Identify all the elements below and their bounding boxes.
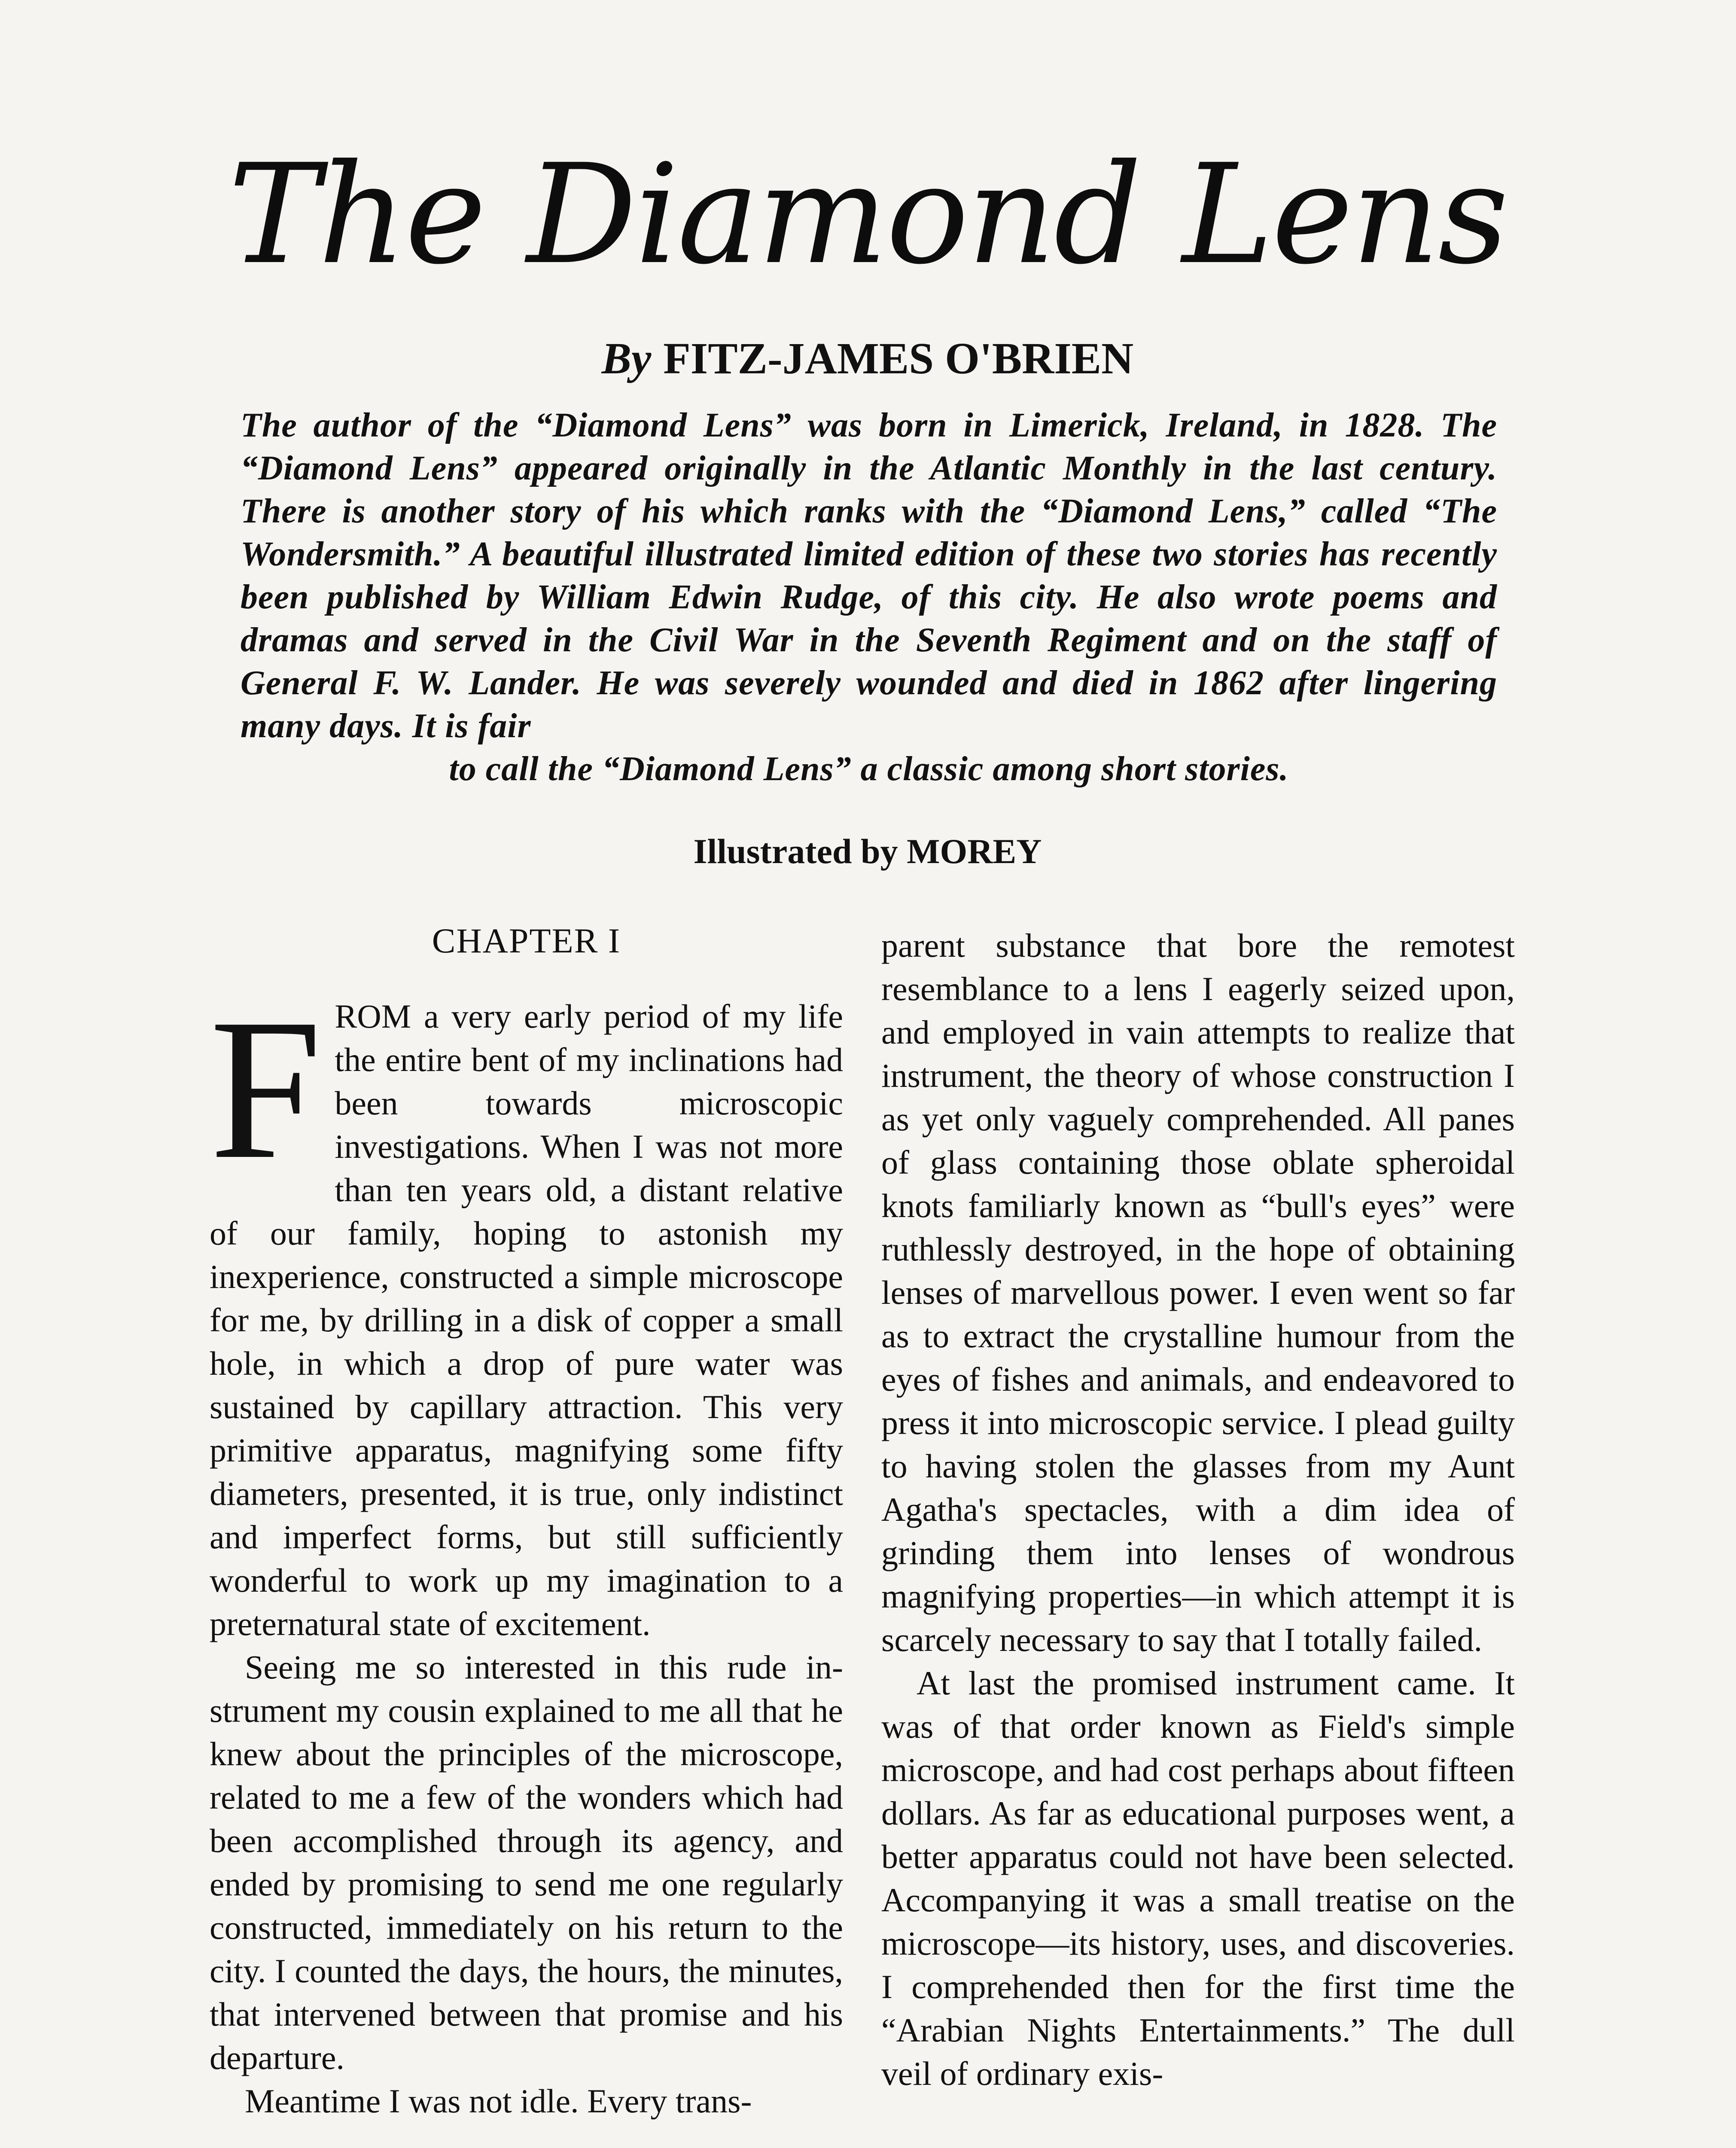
illustrator-credit: Illustrated by MOREY [693, 832, 1042, 871]
author-name: FITZ-JAMES O'BRIEN [663, 334, 1134, 383]
chapter-heading: CHAPTER I [432, 921, 621, 960]
byline-prefix: By [601, 334, 652, 383]
byline [223, 333, 1512, 384]
drop-cap: F [210, 977, 322, 1201]
paragraph [210, 977, 843, 1645]
paragraph: parent substance that bore the remotest resemblance to a lens I eagerly seized upon, and employed in vain attempts to realize that instrument, the theory of whose construction I as yet only vaguely comprehended. All panes of glass containing those oblate spheroidal knots familiarly known as “bull's eyes” were ruthlessly destroyed, in the hope of obtaining lenses of marvellous power. I even went so far as to extract the crystalline humour from the eyes of fishes and animals, and endeavored to press it into microscopic service. I plead guilty to having stolen the glasses from my Aunt Agatha's spectacles, with a dim idea of grinding them into lenses of wondrous magnifying properties—in which attempt it is scarcely necessary to say that I totally failed. [881, 927, 1515, 1658]
paragraph: Seeing me so interested in this rude instrument my cousin explained to me all that he knew about the principles of the microscope, related to me a few of the wonders which had been accomplished through its agency, and ended by promising to send me one regularly constructed, immediately on his return to the city. I counted the days, the hours, the minutes, that intervened between that promise and his departure. [210, 1648, 843, 2076]
paragraph: At last the promised instrument came. It was of that order known as Field's simple microscope, and had cost perhaps about fifteen dollars. As far as educational purposes went, a better apparatus could not have been selected. Accompanying it was a small treatise on the microscope—its history, uses, and discoveries. I comprehended then for the first time the “Arabian Nights Entertainments.” The dull veil of ordinary exis- [881, 1664, 1515, 2092]
story-title: The Diamond Lens [228, 135, 1507, 295]
text-column-left [210, 917, 843, 2123]
author-introduction [241, 404, 1497, 790]
paragraph-text: ROM a very early period of my life the entire bent of my inclinations had been towards microscopic investigations. When I was not more than ten years old, a distant relative of our family, hoping to astonish my inexperience, constructed a simple microscope for me, by drilling in a disk of copper a small hole, in which a drop of pure water was sustained by capillary attraction. This very primitive apparatus, magnifying some fifty diameters, presented, it is true, only indistinct and imperfect forms, but still sufficiently wonderful to work up my imagination to a preternatural state of excitement. [210, 998, 843, 1642]
paragraph: Meantime I was not idle. Every trans- [245, 2082, 752, 2120]
intro-text: The author of the “Diamond Lens” was born in Limerick, Ireland, in 1828. The “Diamond Lens” appeared originally in the Atlantic Monthly in the last century. There is another story of his which ranks with the “Diamond Lens,” called “The Wondersmith.” A beautiful illustrated limited edition of these two stories has recently been published by William Edwin Rudge, of this city. He also wrote poems and dramas and served in the Civil War in the Seventh Regiment and on the staff of General F. W. Lander. He was severely wounded and died in 1862 after lingering many days. It is fair [241, 406, 1497, 745]
text-column-right [881, 924, 1515, 2095]
intro-last-line: to call the “Diamond Lens” a classic among short stories. [449, 750, 1289, 788]
